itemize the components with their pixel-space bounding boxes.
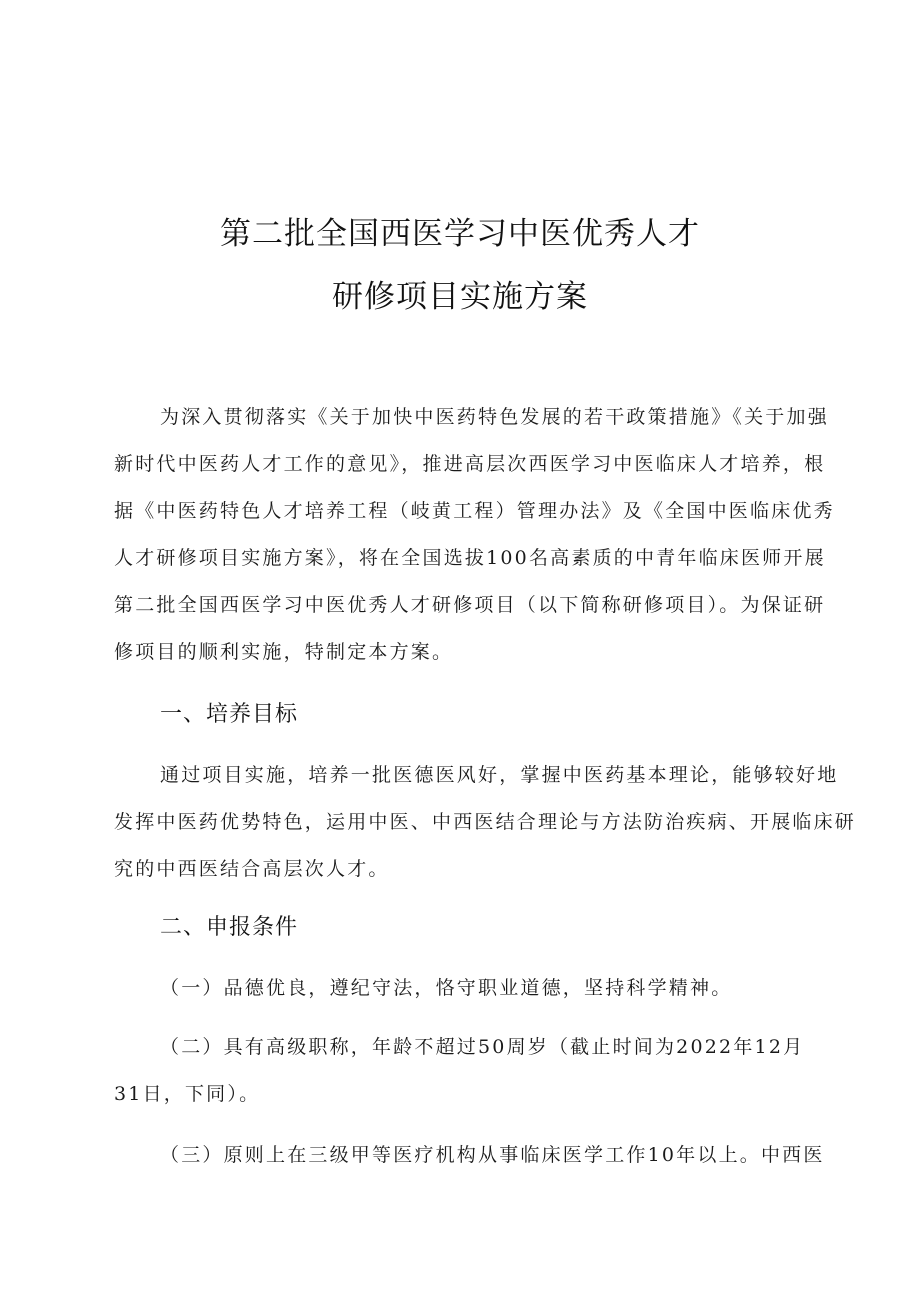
section-heading-application-conditions: 二、申报条件 <box>160 915 299 940</box>
condition-line: （三）原则上在三级甲等医疗机构从事临床医学工作10年以上。中西医 <box>160 1144 825 1166</box>
section-heading-training-goal: 一、培养目标 <box>160 702 299 727</box>
intro-line: 修项目的顺利实施，特制定本方案。 <box>114 641 454 663</box>
intro-line: 为深入贯彻落实《关于加快中医药特色发展的若干政策措施》《关于加强 <box>160 406 829 428</box>
document-title-line-2: 研修项目实施方案 <box>332 279 588 315</box>
condition-3-paragraph <box>114 1132 825 1179</box>
training-goal-line: 通过项目实施，培养一批医德医风好，掌握中医药基本理论，能够较好地 <box>160 764 839 786</box>
training-goal-line: 发挥中医药优势特色，运用中医、中西医结合理论与方法防治疾病、开展临床研 <box>114 811 857 833</box>
document-title-line-1: 第二批全国西医学习中医优秀人才 <box>220 216 700 252</box>
intro-line: 人才研修项目实施方案》，将在全国选拔100名高素质的中青年临床医师开展 <box>114 547 826 569</box>
training-goal-line: 究的中西医结合高层次人才。 <box>114 858 390 880</box>
condition-line: （一）品德优良，遵纪守法，恪守职业道德，坚持科学精神。 <box>160 977 733 999</box>
condition-line: 31日，下同）。 <box>114 1083 261 1105</box>
condition-line: （二）具有高级职称，年龄不超过50周岁（截止时间为2022年12月 <box>160 1036 805 1058</box>
intro-line: 第二批全国西医学习中医优秀人才研修项目（以下简称研修项目）。为保证研 <box>114 594 826 616</box>
intro-line: 据《中医药特色人才培养工程（岐黄工程）管理办法》及《全国中医临床优秀 <box>114 500 835 522</box>
intro-line: 新时代中医药人才工作的意见》，推进高层次西医学习中医临床人才培养，根 <box>114 453 826 475</box>
condition-1-paragraph <box>114 965 806 1012</box>
condition-2-paragraph <box>114 1024 806 1118</box>
training-goal-paragraph <box>114 752 857 893</box>
intro-paragraph <box>114 394 835 676</box>
